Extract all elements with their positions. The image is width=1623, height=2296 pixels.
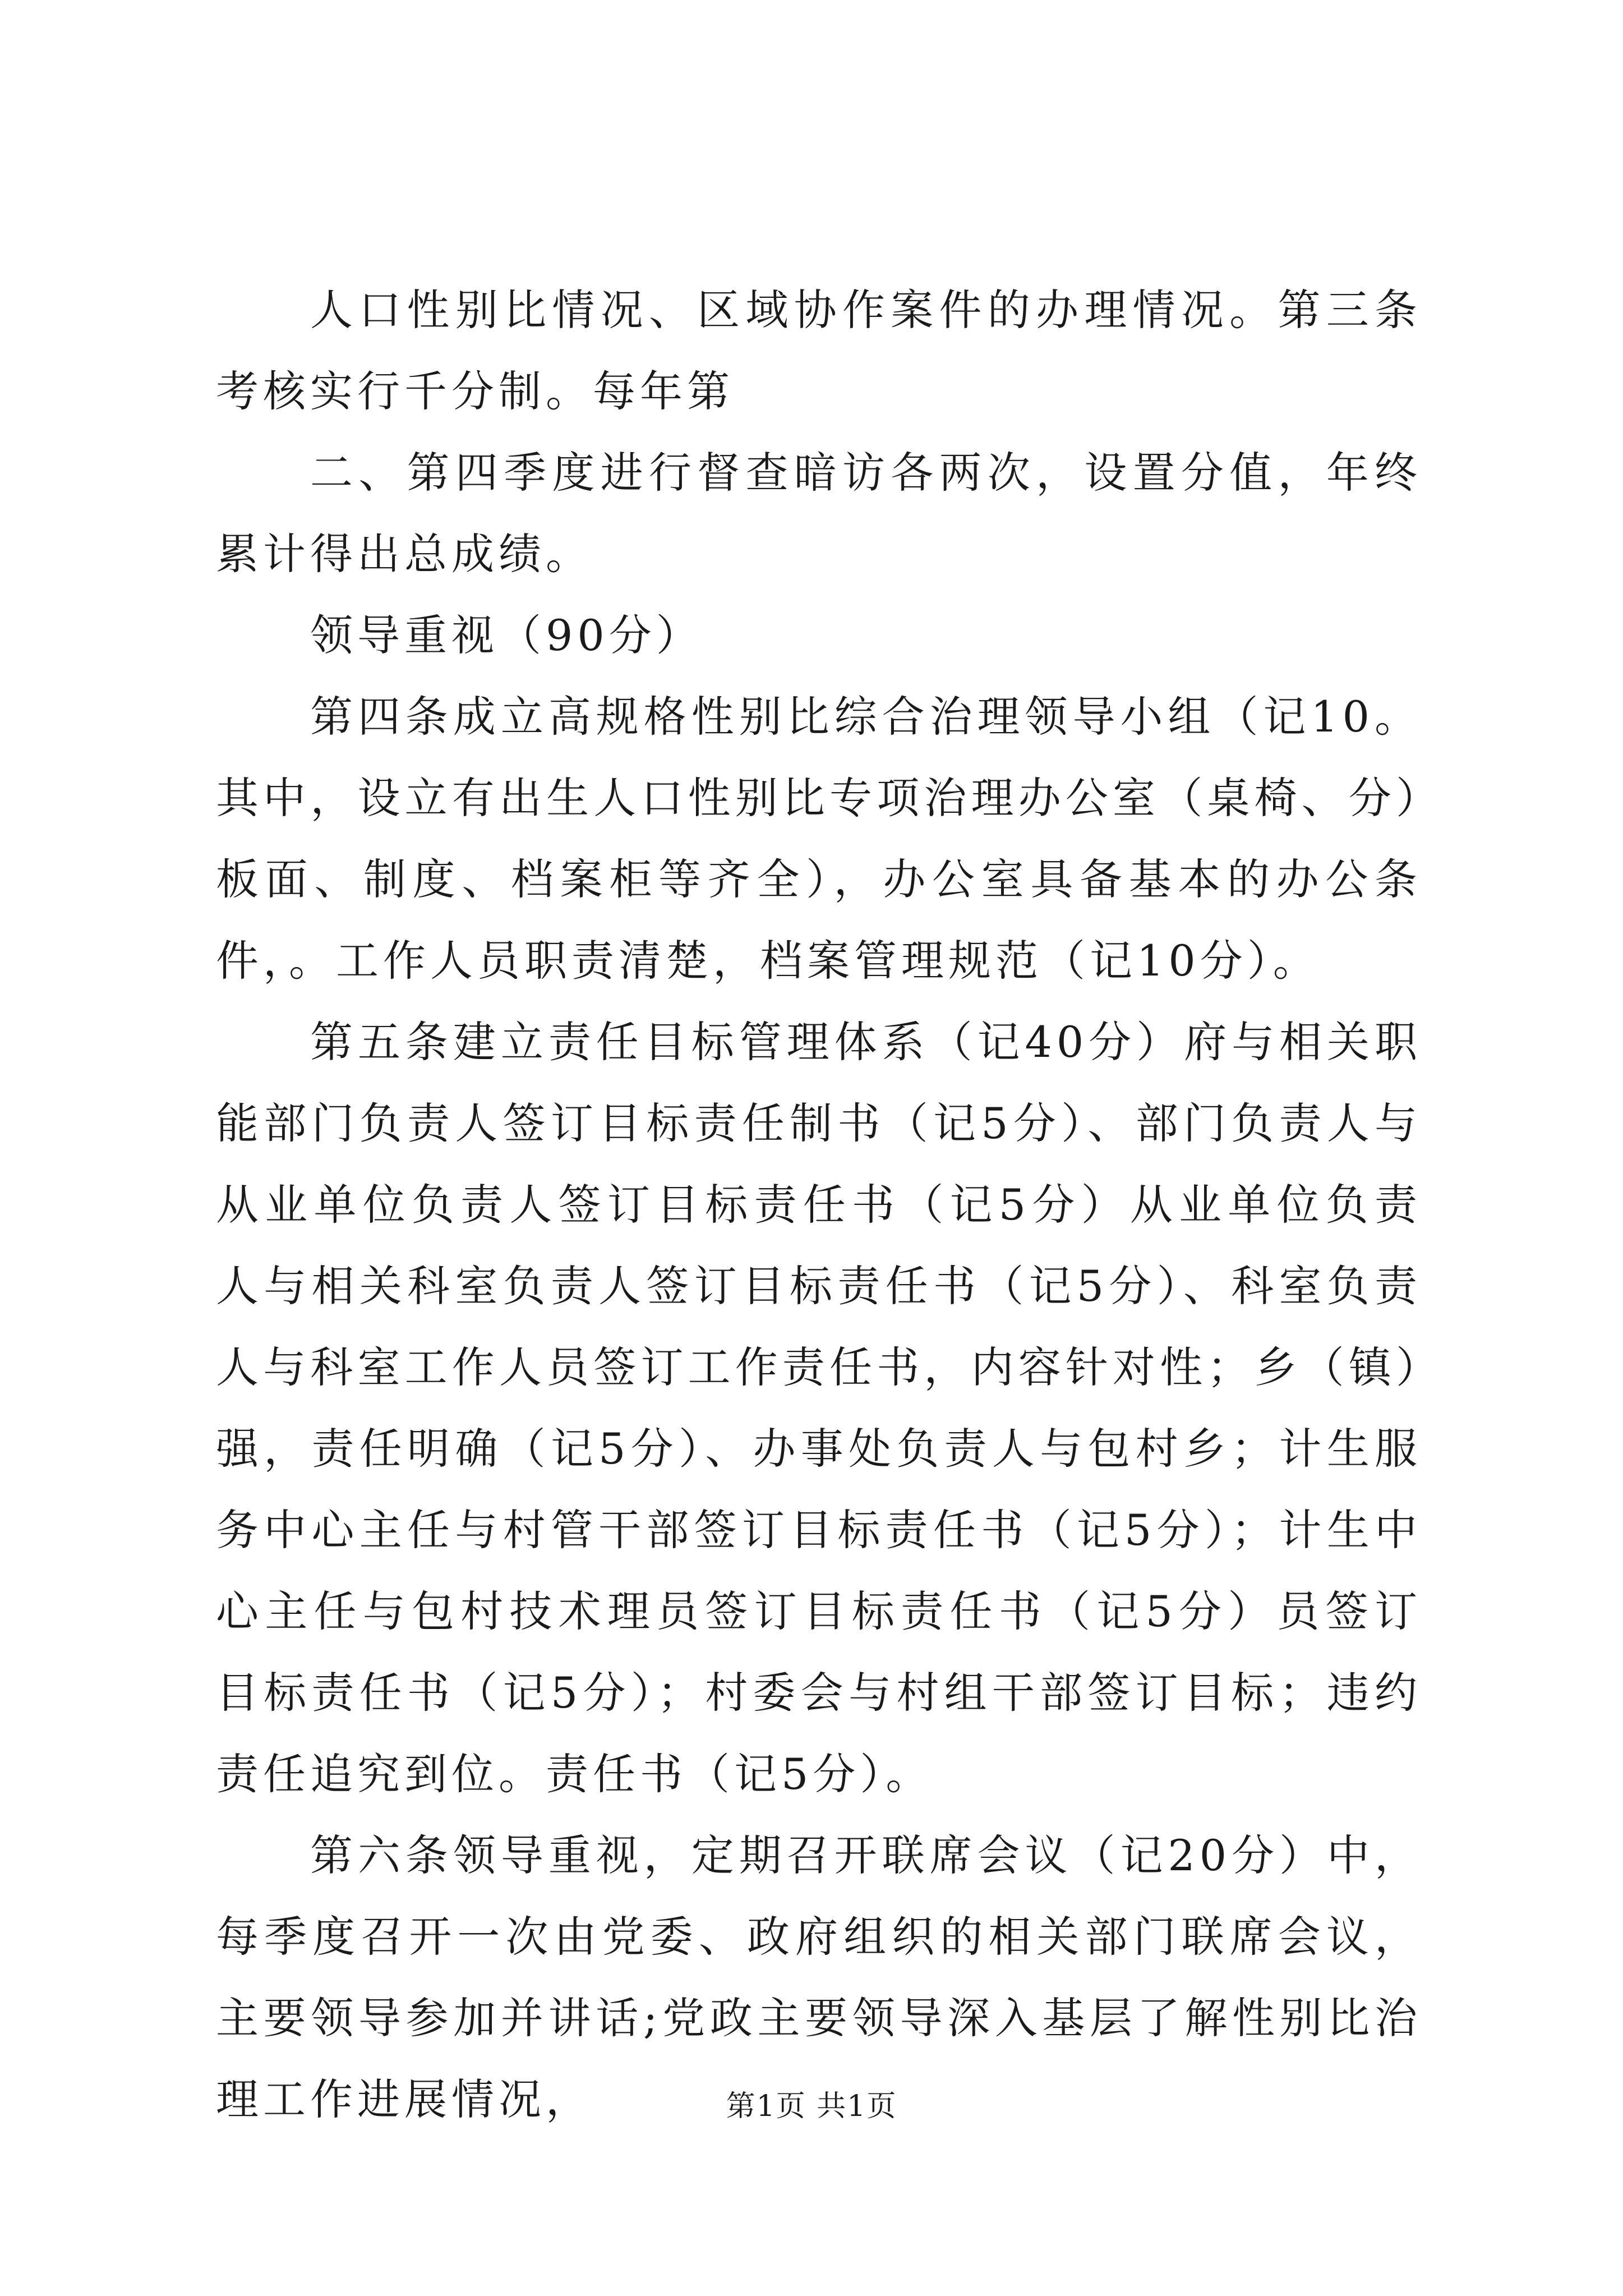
paragraph-article-6: 第六条领导重视，定期召开联席会议（记20分）中，每季度召开一次由党委、政府组织的相关部门联席会议，主要领导参加并讲话;党政主要领导深入基层了解性别比治理工作进展情况， bbox=[216, 1830, 1422, 2124]
section-heading: 领导重视（90分） bbox=[310, 610, 703, 660]
paragraph-2: 二、第四季度进行督查暗访各两次，设置分值，年终累计得出总成绩。 bbox=[216, 448, 1422, 579]
document-body bbox=[216, 269, 1422, 2140]
paragraph-1: 人口性别比情况、区域协作案件的办理情况。第三条考核实行千分制。每年第 bbox=[216, 285, 1422, 416]
paragraph-article-5: 第五条建立责任目标管理体系（记40分）府与相关职能部门负责人签订目标责任制书（记5分）、部门负责人与从业单位负责人签订目标责任书（记5分）从业单位负责人与相关科室负责人签订目标责任书（记5分）、科室负责人与科室工作人员签订工作责任书，内容针对性；乡（镇）强，责任明确（记5分）、办事处负责人与包村乡；计生服务中心主任与村管干部签订目标责任书（记5分）；计生中心主任与包村技术理员签订目标责任书（记5分）员签订目标责任书（记5分）；村委会与村组干部签订目标；违约责任追究到位。责任书（记5分）。 bbox=[216, 1017, 1422, 1799]
paragraph-article-4: 第四条成立高规格性别比综合治理领导小组（记10。其中，设立有出生人口性别比专项治理办公室（桌椅、分）板面、制度、档案柜等齐全），办公室具备基本的办公条件，。工作人员职责清楚，档案管理规范（记10分）。 bbox=[216, 692, 1422, 986]
page-footer: 第1页 共1页 bbox=[726, 2090, 897, 2123]
